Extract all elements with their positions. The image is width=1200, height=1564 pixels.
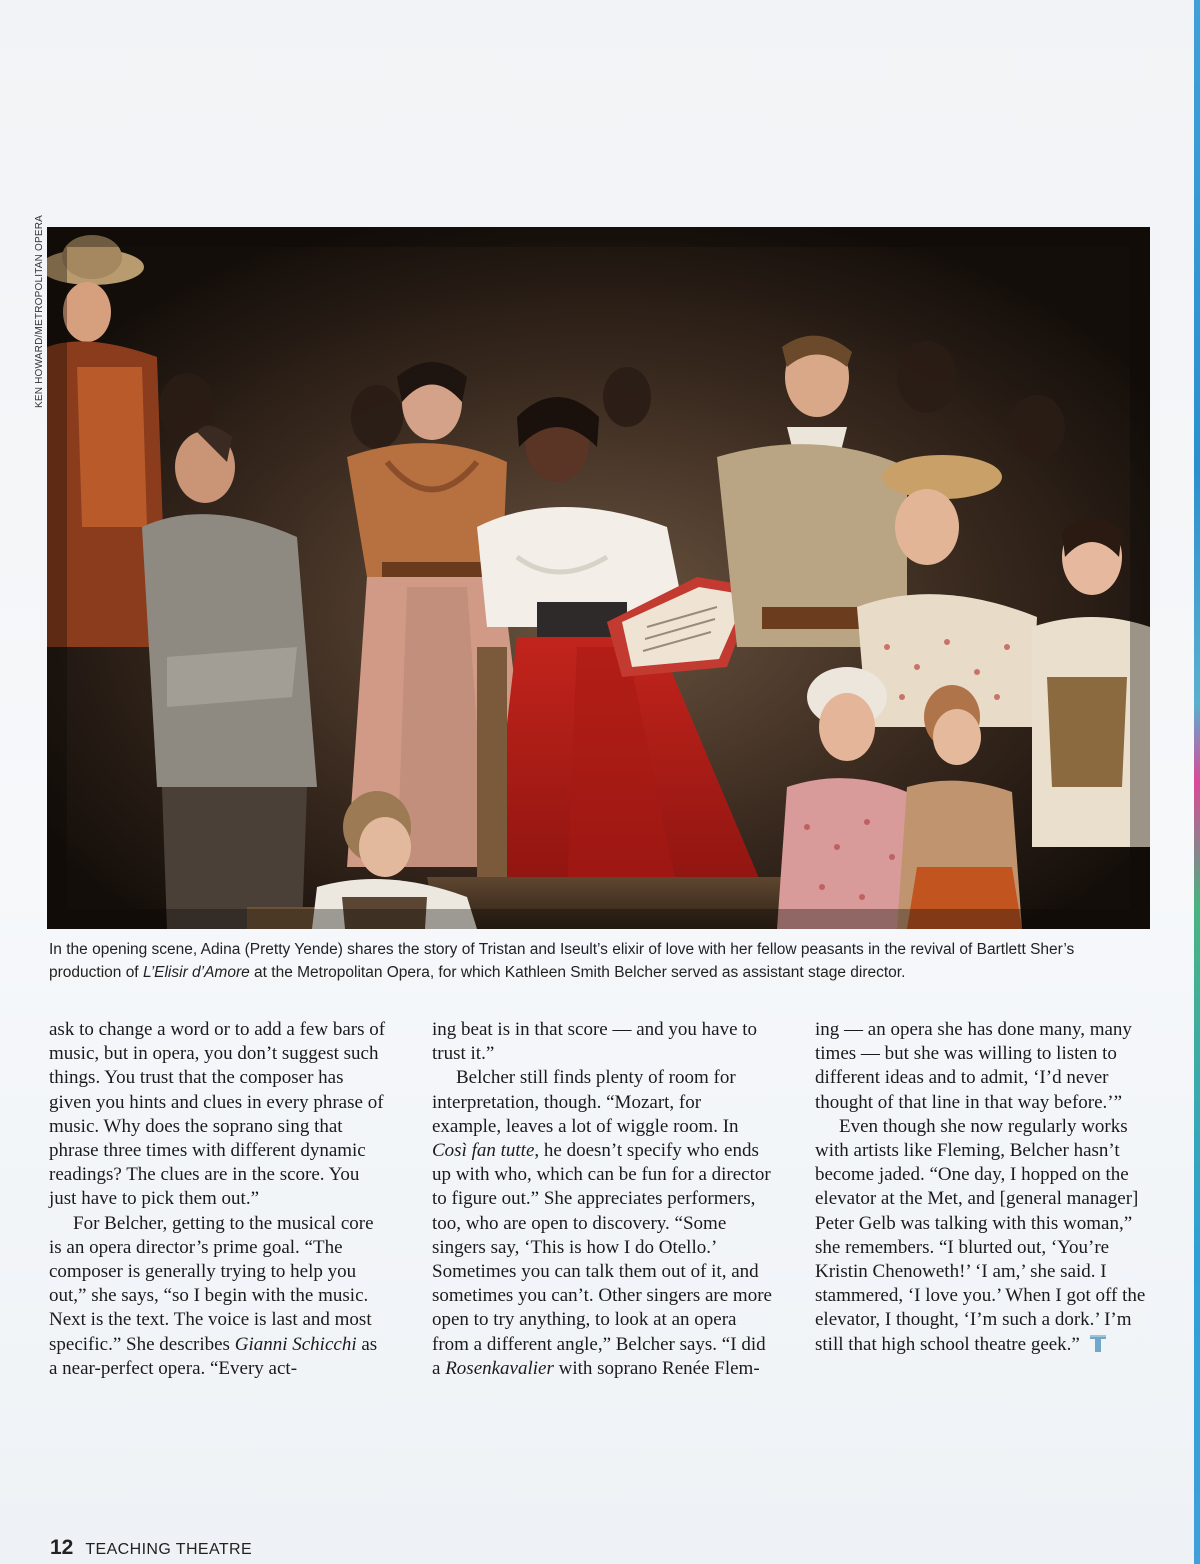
col2-paragraph-2 — [432, 1066, 772, 1381]
col1-paragraph-2 — [49, 1212, 389, 1381]
col3-paragraph-2 — [815, 1115, 1155, 1357]
col2-paragraph-1: ing beat is in that score — and you have to trust it.” — [432, 1019, 758, 1065]
article-column-1 — [49, 1018, 389, 1381]
col1-opera-title: Gianni Schicchi — [234, 1333, 357, 1355]
photo-illustration — [47, 227, 1150, 929]
page-footer — [50, 1536, 252, 1560]
col3-paragraph-1: ing — an opera she has done many, many times — but she was willing to listen to different ideas and to admit, ‘I’d never thought of that line in that way before.’” — [815, 1019, 1132, 1113]
photo-caption — [49, 938, 1149, 984]
col2-p2-text-c: with soprano Renée Flem- — [553, 1357, 760, 1379]
caption-text-2: at the Metropolitan Opera, for which Kathleen Smith Belcher served as assistant stage director. — [249, 964, 906, 981]
col2-p2-text-a: Belcher still finds plenty of room for interpretation, though. “Mozart, for example, leaves a lot of wiggle room. In — [432, 1067, 739, 1137]
page-number: 12 — [50, 1536, 74, 1559]
col1-p2-text-b: as a near-perfect opera. “Every act- — [49, 1333, 378, 1379]
caption-opera-title: L’Elisir d’Amore — [142, 964, 250, 981]
col2-opera-title-2: Rosenkavalier — [445, 1357, 554, 1379]
col2-opera-title-1: Così fan tutte — [432, 1140, 535, 1162]
teaching-theatre-t-icon — [1090, 1335, 1106, 1352]
col2-p2-text-b: , he doesn’t specify who ends up with who, which can be fun for a director to figure out.” She appreciates performers, too, who are open to discovery. “Some singers say, ‘This is how I do Otello.’ Sometimes you can talk them out of it, and sometimes you can’t. Other singers are more open to try anything, to look at an opera from a different angle,” Belcher says. “I did a — [432, 1140, 772, 1379]
publication-name: TEACHING THEATRE — [85, 1541, 253, 1558]
photo-credit — [32, 214, 46, 408]
opera-stage-photo — [47, 227, 1150, 929]
col3-p2-text: Even though she now regularly works with artists like Fleming, Belcher hasn’t become jaded. “One day, I hopped on the elevator at the Met, and [general manager] Peter Gelb was talking with this woman,” she remembers. “I blurted out, ‘You’re Kristin Chenoweth!’ ‘I am,’ she said. I stammered, ‘I love you.’ When I got off the elevator, I thought, ‘I’m such a dork.’ I’m still that high school theatre geek.” — [815, 1115, 1146, 1355]
col1-paragraph-1: ask to change a word or to add a few bars of music, but in opera, you don’t suggest such things. You trust that the composer has given you hints and clues in every phrase of music. Why does the soprano sing that phrase three times with different dynamic readings? The clues are in the score. You just have to pick them out.” — [49, 1019, 386, 1210]
photo-credit-text: KEN HOWARD/METROPOLITAN OPERA — [34, 214, 45, 408]
caption-text-1: In the opening scene, Adina (Pretty Yende) shares the story of Tristan and Iseult’s elixir of love with her fellow peasants in the revival of Bartlett Sher’s production of — [49, 941, 1075, 981]
article-column-3 — [815, 1018, 1155, 1357]
article-column-2 — [432, 1018, 772, 1381]
color-edge-strip — [1194, 0, 1200, 1564]
col1-p2-text-a: For Belcher, getting to the musical core is an opera director’s prime goal. “The composer is generally trying to help you out,” she says, “so I begin with the music. Next is the text. The voice is last and most specific.” She describes — [49, 1212, 374, 1355]
